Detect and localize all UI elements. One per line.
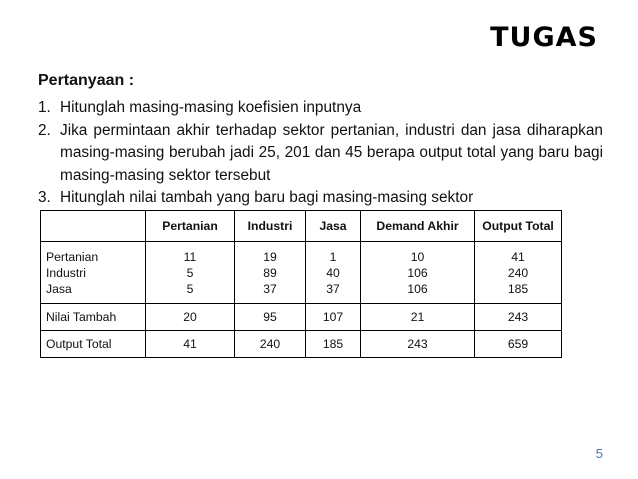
table-cell: 41 — [511, 250, 525, 264]
table-cell: 37 — [263, 282, 277, 296]
slide-title: TUGAS — [490, 22, 598, 53]
header-demand-akhir: Demand Akhir — [361, 211, 475, 242]
question-item — [38, 187, 603, 210]
table-cell: 10 — [410, 250, 425, 264]
row-label: Jasa — [46, 282, 72, 296]
jasa-column-cell — [306, 242, 361, 304]
row-label: Nilai Tambah — [41, 304, 146, 331]
table-cell: 20 — [146, 304, 235, 331]
header-output-total: Output Total — [475, 211, 562, 242]
input-output-table — [40, 210, 562, 358]
table-row-nilai-tambah — [41, 304, 562, 331]
question-text: Jika permintaan akhir terhadap sektor pertanian, industri dan jasa diharapkan masing-masing berubah jadi 25, 201 dan 45 berapa output total yang baru bagi masing-masing sektor tersebut — [60, 121, 603, 184]
sector-labels-cell — [41, 242, 146, 304]
question-number: 1. — [38, 99, 51, 116]
table-cell: 41 — [146, 331, 235, 358]
table-cell: 243 — [475, 304, 562, 331]
header-pertanian: Pertanian — [146, 211, 235, 242]
row-label: Pertanian — [46, 250, 99, 264]
question-text: Hitunglah nilai tambah yang baru bagi masing-masing sektor — [60, 189, 474, 206]
table-cell: 37 — [326, 282, 340, 296]
page-number: 5 — [595, 446, 603, 461]
table-row-output-total — [41, 331, 562, 358]
table-cell: 40 — [326, 266, 340, 280]
table-cell: 95 — [235, 304, 306, 331]
table-row-sectors — [41, 242, 562, 304]
table-header-row — [41, 211, 562, 242]
table-cell: 107 — [306, 304, 361, 331]
question-number: 3. — [38, 189, 51, 206]
table-cell: 240 — [235, 331, 306, 358]
table-cell: 5 — [186, 282, 194, 296]
header-empty — [41, 211, 146, 242]
table-cell: 659 — [475, 331, 562, 358]
table-cell: 89 — [263, 266, 277, 280]
row-label: Output Total — [41, 331, 146, 358]
demand-akhir-column-cell — [361, 242, 475, 304]
question-item — [38, 97, 603, 120]
table-cell: 1 — [329, 250, 337, 264]
row-label: Industri — [46, 266, 86, 280]
table-cell: 185 — [306, 331, 361, 358]
table-cell: 19 — [263, 250, 277, 264]
question-list — [38, 97, 603, 210]
table-cell: 106 — [407, 282, 428, 296]
table-cell: 106 — [407, 266, 428, 280]
industri-column-cell — [235, 242, 306, 304]
table-cell: 11 — [183, 250, 197, 264]
table-cell: 21 — [361, 304, 475, 331]
output-total-column-cell — [475, 242, 562, 304]
question-text: Hitunglah masing-masing koefisien inputnya — [60, 99, 362, 116]
table-cell: 243 — [361, 331, 475, 358]
header-jasa: Jasa — [306, 211, 361, 242]
header-industri: Industri — [235, 211, 306, 242]
table-cell: 185 — [507, 282, 529, 296]
questions-heading: Pertanyaan : — [38, 72, 135, 89]
table-cell: 240 — [507, 266, 529, 280]
table-cell: 5 — [186, 266, 194, 280]
question-item — [38, 120, 603, 188]
pertanian-column-cell — [146, 242, 235, 304]
question-number: 2. — [38, 121, 51, 139]
